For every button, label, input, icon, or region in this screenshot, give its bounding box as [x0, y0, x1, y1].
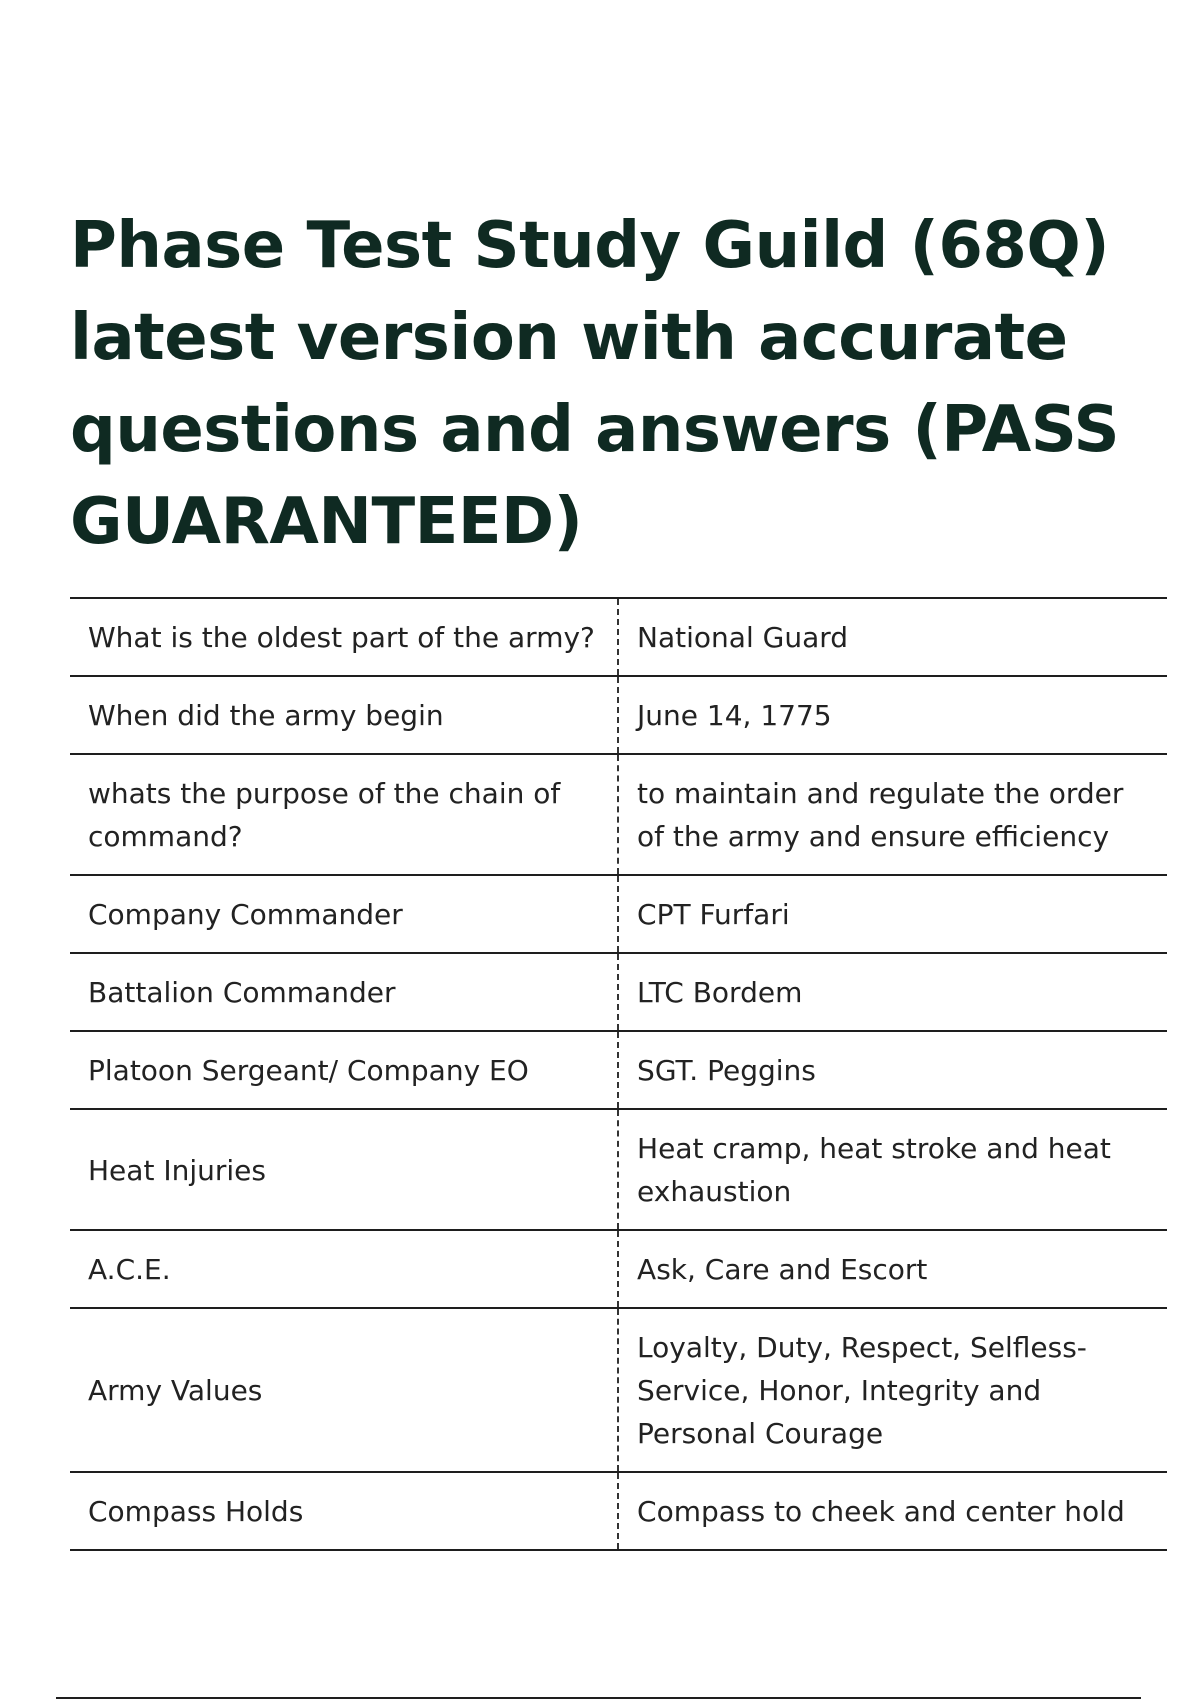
table-row	[70, 754, 1167, 875]
table-row	[70, 1308, 1167, 1472]
question-cell: When did the army begin	[70, 676, 618, 754]
table-row	[70, 676, 1167, 754]
answer-cell: Heat cramp, heat stroke and heat exhaustion	[618, 1109, 1167, 1230]
table-row	[70, 875, 1167, 953]
answer-cell: to maintain and regulate the order of the army and ensure efficiency	[618, 754, 1167, 875]
answer-cell: Loyalty, Duty, Respect, Selfless-Service, Honor, Integrity and Personal Courage	[618, 1308, 1167, 1472]
question-cell: Company Commander	[70, 875, 618, 953]
answer-cell: June 14, 1775	[618, 676, 1167, 754]
question-cell: What is the oldest part of the army?	[70, 598, 618, 676]
question-cell: Battalion Commander	[70, 953, 618, 1031]
answer-cell: SGT. Peggins	[618, 1031, 1167, 1109]
table-row	[70, 953, 1167, 1031]
question-cell: Army Values	[70, 1308, 618, 1472]
question-cell: A.C.E.	[70, 1230, 618, 1308]
answer-cell: Ask, Care and Escort	[618, 1230, 1167, 1308]
answer-cell: CPT Furfari	[618, 875, 1167, 953]
answer-cell: LTC Bordem	[618, 953, 1167, 1031]
table-row	[70, 1109, 1167, 1230]
question-cell: whats the purpose of the chain of command?	[70, 754, 618, 875]
document-title: Phase Test Study Guild (68Q) latest version with accurate questions and answers (PASS GUARANTEED)	[70, 209, 1120, 559]
table-row	[70, 1472, 1167, 1550]
answer-cell: National Guard	[618, 598, 1167, 676]
answer-cell: Compass to cheek and center hold	[618, 1472, 1167, 1550]
question-cell: Compass Holds	[70, 1472, 618, 1550]
table-row	[70, 1031, 1167, 1109]
footer-divider	[56, 1697, 1141, 1699]
question-cell: Platoon Sergeant/ Company EO	[70, 1031, 618, 1109]
qa-table	[70, 597, 1167, 1551]
table-row	[70, 1230, 1167, 1308]
table-row	[70, 598, 1167, 676]
question-cell: Heat Injuries	[70, 1109, 618, 1230]
